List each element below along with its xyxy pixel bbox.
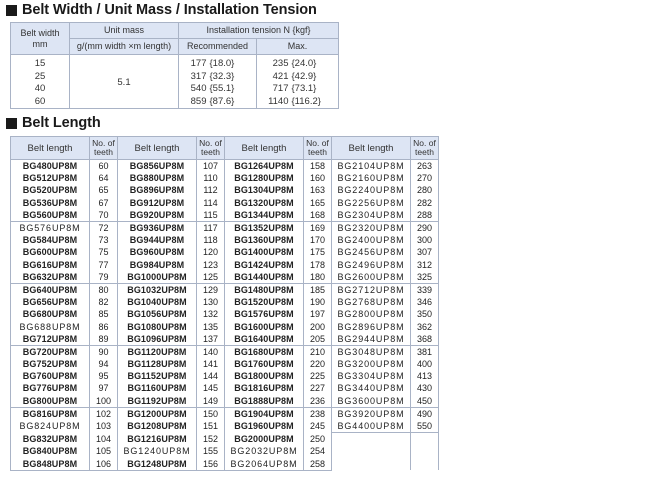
teeth-count-cell: 149	[197, 395, 225, 408]
teeth-count-cell: 94	[90, 358, 118, 370]
teeth-count-cell: 77	[90, 259, 118, 271]
belt-length-cell: BG2000UP8M	[225, 433, 304, 446]
teeth-count-cell: 381	[411, 345, 439, 358]
teeth-count-cell: 104	[90, 433, 118, 446]
square-bullet-icon	[6, 118, 17, 129]
teeth-count-cell: 140	[197, 345, 225, 358]
belt-length-cell: BG1200UP8M	[118, 407, 197, 420]
belt-length-cell: BG2256UP8M	[332, 197, 411, 209]
teeth-count-cell: 190	[304, 296, 332, 308]
belt-length-cell: BG1352UP8M	[225, 221, 304, 234]
belt-length-cell: BG688UP8M	[11, 320, 90, 332]
teeth-count-cell: 178	[304, 259, 332, 271]
max-kgf-cell: {42.9}	[291, 71, 339, 84]
header-no-of-teeth: No. of teeth	[304, 137, 332, 160]
teeth-count-cell	[411, 445, 439, 457]
belt-length-cell: BG1480UP8M	[225, 283, 304, 296]
teeth-count-cell: 197	[304, 308, 332, 320]
section-title-text: Belt Width / Unit Mass / Installation Tension	[22, 2, 317, 18]
teeth-count-cell: 125	[197, 271, 225, 284]
belt-length-cell: BG1816UP8M	[225, 382, 304, 394]
teeth-count-cell: 102	[90, 407, 118, 420]
teeth-count-cell: 362	[411, 320, 439, 332]
belt-length-cell: BG752UP8M	[11, 358, 90, 370]
table-row	[11, 234, 439, 246]
teeth-count-cell: 70	[90, 209, 118, 222]
teeth-count-cell: 150	[197, 407, 225, 420]
teeth-count-cell: 106	[90, 458, 118, 471]
section-title-belt-width	[6, 2, 317, 18]
belt-length-cell: BG1640UP8M	[225, 333, 304, 346]
belt-length-cell: BG536UP8M	[11, 197, 90, 209]
belt-length-cell: BG1304UP8M	[225, 184, 304, 196]
teeth-count-cell: 339	[411, 283, 439, 296]
section-title-text: Belt Length	[22, 115, 101, 131]
teeth-count-cell: 80	[90, 283, 118, 296]
teeth-count-cell: 151	[197, 420, 225, 433]
belt-width-table	[10, 22, 339, 109]
teeth-count-cell: 152	[197, 433, 225, 446]
teeth-count-cell: 105	[90, 445, 118, 457]
header-unit-mass-unit: g/(mm width ×m length)	[70, 39, 179, 55]
teeth-count-cell: 238	[304, 407, 332, 420]
teeth-count-cell: 163	[304, 184, 332, 196]
teeth-count-cell: 258	[304, 458, 332, 471]
header-no-of-teeth: No. of teeth	[90, 137, 118, 160]
belt-length-cell: BG1360UP8M	[225, 234, 304, 246]
teeth-count-cell: 120	[197, 246, 225, 258]
teeth-count-cell: 288	[411, 209, 439, 222]
belt-length-cell: BG632UP8M	[11, 271, 90, 284]
belt-length-cell: BG2104UP8M	[332, 160, 411, 173]
teeth-count-cell: 205	[304, 333, 332, 346]
belt-length-cell: BG1600UP8M	[225, 320, 304, 332]
belt-length-cell: BG1120UP8M	[118, 345, 197, 358]
teeth-count-cell: 170	[304, 234, 332, 246]
teeth-count-cell: 180	[304, 271, 332, 284]
header-no-of-teeth: No. of teeth	[197, 137, 225, 160]
header-recommended: Recommended	[179, 39, 257, 55]
teeth-count-cell: 79	[90, 271, 118, 284]
recommended-kgf-cell: {18.0}	[209, 55, 257, 71]
teeth-count-cell: 550	[411, 420, 439, 433]
belt-length-cell: BG2240UP8M	[332, 184, 411, 196]
table-row	[11, 296, 439, 308]
table-row	[11, 259, 439, 271]
table-row	[11, 283, 439, 296]
belt-length-cell: BG848UP8M	[11, 458, 90, 471]
table-row	[11, 420, 439, 433]
belt-length-cell: BG1400UP8M	[225, 246, 304, 258]
table-row	[11, 184, 439, 196]
belt-length-table	[10, 136, 439, 471]
teeth-count-cell: 350	[411, 308, 439, 320]
belt-width-cell: 40	[11, 83, 70, 96]
table-row	[11, 320, 439, 332]
belt-length-cell: BG2800UP8M	[332, 308, 411, 320]
table-row	[11, 445, 439, 457]
recommended-kgf-cell: {32.3}	[209, 71, 257, 84]
belt-length-cell: BG2320UP8M	[332, 221, 411, 234]
belt-length-cell	[332, 445, 411, 457]
belt-length-cell: BG824UP8M	[11, 420, 90, 433]
belt-length-cell: BG1128UP8M	[118, 358, 197, 370]
teeth-count-cell: 400	[411, 358, 439, 370]
belt-length-cell: BG720UP8M	[11, 345, 90, 358]
teeth-count-cell: 430	[411, 382, 439, 394]
belt-length-cell: BG4400UP8M	[332, 420, 411, 433]
belt-length-cell: BG984UP8M	[118, 259, 197, 271]
teeth-count-cell: 300	[411, 234, 439, 246]
header-max: Max.	[257, 39, 339, 55]
teeth-count-cell: 185	[304, 283, 332, 296]
belt-length-cell: BG960UP8M	[118, 246, 197, 258]
belt-length-cell: BG2160UP8M	[332, 172, 411, 184]
header-installation-tension: Installation tension N {kgf}	[179, 23, 339, 39]
recommended-n-cell: 859	[179, 96, 209, 109]
max-kgf-cell: {24.0}	[291, 55, 339, 71]
teeth-count-cell: 450	[411, 395, 439, 408]
belt-length-cell: BG2496UP8M	[332, 259, 411, 271]
table-row	[11, 271, 439, 284]
teeth-count-cell: 123	[197, 259, 225, 271]
teeth-count-cell: 168	[304, 209, 332, 222]
teeth-count-cell: 165	[304, 197, 332, 209]
teeth-count-cell: 60	[90, 160, 118, 173]
teeth-count-cell: 250	[304, 433, 332, 446]
header-belt-length: Belt length	[118, 137, 197, 160]
recommended-n-cell: 317	[190, 70, 207, 82]
header-unit-mass: Unit mass	[70, 23, 179, 39]
belt-length-cell: BG1032UP8M	[118, 283, 197, 296]
teeth-count-cell: 175	[304, 246, 332, 258]
belt-length-cell: BG1216UP8M	[118, 433, 197, 446]
belt-length-cell: BG1080UP8M	[118, 320, 197, 332]
belt-length-cell: BG776UP8M	[11, 382, 90, 394]
recommended-kgf-cell: {87.6}	[209, 96, 257, 109]
header-belt-length: Belt length	[11, 137, 90, 160]
table-row	[11, 209, 439, 222]
teeth-count-cell: 325	[411, 271, 439, 284]
belt-length-cell: BG920UP8M	[118, 209, 197, 222]
teeth-count-cell: 65	[90, 184, 118, 196]
belt-length-cell: BG2064UP8M	[225, 458, 304, 471]
section-title-belt-length	[6, 115, 101, 131]
teeth-count-cell: 160	[304, 172, 332, 184]
teeth-count-cell: 280	[411, 184, 439, 196]
belt-length-cell: BG512UP8M	[11, 172, 90, 184]
teeth-count-cell: 89	[90, 333, 118, 346]
teeth-count-cell: 95	[90, 370, 118, 382]
header-belt-length: Belt length	[332, 137, 411, 160]
belt-length-cell: BG2456UP8M	[332, 246, 411, 258]
teeth-count-cell: 290	[411, 221, 439, 234]
table-row	[11, 55, 339, 71]
recommended-n-cell: 540	[190, 83, 207, 95]
teeth-count-cell: 110	[197, 172, 225, 184]
belt-length-cell: BG712UP8M	[11, 333, 90, 346]
recommended-kgf-cell: {55.1}	[209, 83, 257, 96]
belt-length-cell: BG2032UP8M	[225, 445, 304, 457]
belt-length-cell: BG760UP8M	[11, 370, 90, 382]
table-row	[11, 221, 439, 234]
belt-length-cell: BG1280UP8M	[225, 172, 304, 184]
belt-length-cell: BG1096UP8M	[118, 333, 197, 346]
belt-length-cell: BG800UP8M	[11, 395, 90, 408]
belt-length-cell	[332, 433, 411, 446]
header-belt-length: Belt length	[225, 137, 304, 160]
belt-length-cell: BG3440UP8M	[332, 382, 411, 394]
belt-length-cell: BG1440UP8M	[225, 271, 304, 284]
belt-length-cell: BG840UP8M	[11, 445, 90, 457]
belt-length-cell: BG1320UP8M	[225, 197, 304, 209]
teeth-count-cell	[411, 433, 439, 446]
belt-length-cell: BG576UP8M	[11, 221, 90, 234]
teeth-count-cell: 225	[304, 370, 332, 382]
belt-length-cell: BG856UP8M	[118, 160, 197, 173]
teeth-count-cell: 82	[90, 296, 118, 308]
teeth-count-cell: 137	[197, 333, 225, 346]
teeth-count-cell: 169	[304, 221, 332, 234]
teeth-count-cell: 145	[197, 382, 225, 394]
teeth-count-cell: 64	[90, 172, 118, 184]
teeth-count-cell: 117	[197, 221, 225, 234]
teeth-count-cell: 155	[197, 445, 225, 457]
max-n-cell: 1140	[257, 96, 291, 109]
belt-length-cell: BG2712UP8M	[332, 283, 411, 296]
teeth-count-cell: 100	[90, 395, 118, 408]
teeth-count-cell: 236	[304, 395, 332, 408]
belt-length-cell: BG1160UP8M	[118, 382, 197, 394]
belt-length-cell: BG1520UP8M	[225, 296, 304, 308]
max-kgf-cell: {73.1}	[291, 83, 339, 96]
belt-length-cell: BG936UP8M	[118, 221, 197, 234]
teeth-count-cell: 67	[90, 197, 118, 209]
teeth-count-cell: 210	[304, 345, 332, 358]
teeth-count-cell: 227	[304, 382, 332, 394]
belt-length-cell: BG656UP8M	[11, 296, 90, 308]
recommended-n-cell: 177	[190, 58, 207, 70]
belt-length-cell: BG912UP8M	[118, 197, 197, 209]
teeth-count-cell: 132	[197, 308, 225, 320]
belt-length-cell: BG640UP8M	[11, 283, 90, 296]
teeth-count-cell: 158	[304, 160, 332, 173]
table-row	[11, 433, 439, 446]
teeth-count-cell: 312	[411, 259, 439, 271]
teeth-count-cell: 75	[90, 246, 118, 258]
belt-length-cell: BG1888UP8M	[225, 395, 304, 408]
belt-length-cell: BG3048UP8M	[332, 345, 411, 358]
square-bullet-icon	[6, 5, 17, 16]
belt-length-cell: BG2400UP8M	[332, 234, 411, 246]
table-row	[11, 308, 439, 320]
table-row	[11, 160, 439, 173]
teeth-count-cell: 156	[197, 458, 225, 471]
teeth-count-cell: 141	[197, 358, 225, 370]
belt-length-cell: BG880UP8M	[118, 172, 197, 184]
teeth-count-cell: 307	[411, 246, 439, 258]
teeth-count-cell: 86	[90, 320, 118, 332]
belt-length-cell: BG2944UP8M	[332, 333, 411, 346]
table-row	[11, 333, 439, 346]
teeth-count-cell: 115	[197, 209, 225, 222]
teeth-count-cell: 135	[197, 320, 225, 332]
belt-length-cell: BG832UP8M	[11, 433, 90, 446]
teeth-count-cell: 114	[197, 197, 225, 209]
belt-length-cell: BG2600UP8M	[332, 271, 411, 284]
belt-length-table-body	[11, 160, 439, 471]
table-row	[11, 458, 439, 471]
belt-length-cell: BG1000UP8M	[118, 271, 197, 284]
teeth-count-cell: 112	[197, 184, 225, 196]
belt-width-cell: 60	[11, 96, 70, 109]
teeth-count-cell: 103	[90, 420, 118, 433]
teeth-count-cell: 490	[411, 407, 439, 420]
max-n-cell: 421	[272, 70, 289, 82]
belt-length-cell: BG1760UP8M	[225, 358, 304, 370]
belt-length-cell: BG2768UP8M	[332, 296, 411, 308]
belt-length-cell: BG1424UP8M	[225, 259, 304, 271]
teeth-count-cell: 144	[197, 370, 225, 382]
teeth-count-cell: 220	[304, 358, 332, 370]
belt-length-cell: BG480UP8M	[11, 160, 90, 173]
teeth-count-cell: 282	[411, 197, 439, 209]
teeth-count-cell: 73	[90, 234, 118, 246]
teeth-count-cell: 118	[197, 234, 225, 246]
belt-length-cell: BG1904UP8M	[225, 407, 304, 420]
teeth-count-cell: 254	[304, 445, 332, 457]
table-row	[11, 197, 439, 209]
belt-length-cell: BG584UP8M	[11, 234, 90, 246]
belt-length-cell: BG1264UP8M	[225, 160, 304, 173]
max-kgf-cell: {116.2}	[291, 96, 339, 109]
teeth-count-cell: 72	[90, 221, 118, 234]
table-row	[11, 395, 439, 408]
belt-length-cell: BG3304UP8M	[332, 370, 411, 382]
belt-length-cell: BG1152UP8M	[118, 370, 197, 382]
teeth-count-cell: 129	[197, 283, 225, 296]
teeth-count-cell: 368	[411, 333, 439, 346]
table-row	[11, 407, 439, 420]
belt-length-cell: BG1208UP8M	[118, 420, 197, 433]
belt-length-cell: BG1248UP8M	[118, 458, 197, 471]
belt-length-cell: BG1240UP8M	[118, 445, 197, 457]
teeth-count-cell: 85	[90, 308, 118, 320]
belt-length-cell: BG2304UP8M	[332, 209, 411, 222]
belt-length-cell: BG1960UP8M	[225, 420, 304, 433]
table-row	[11, 172, 439, 184]
teeth-count-cell: 270	[411, 172, 439, 184]
teeth-count-cell: 200	[304, 320, 332, 332]
belt-length-cell: BG1344UP8M	[225, 209, 304, 222]
table-row	[11, 382, 439, 394]
table-row	[11, 345, 439, 358]
belt-length-cell: BG680UP8M	[11, 308, 90, 320]
belt-length-cell: BG944UP8M	[118, 234, 197, 246]
belt-length-cell: BG3920UP8M	[332, 407, 411, 420]
belt-length-cell: BG1040UP8M	[118, 296, 197, 308]
belt-length-cell: BG616UP8M	[11, 259, 90, 271]
teeth-count-cell: 413	[411, 370, 439, 382]
belt-length-cell: BG520UP8M	[11, 184, 90, 196]
belt-length-cell: BG1056UP8M	[118, 308, 197, 320]
max-n-cell: 717	[272, 83, 289, 95]
teeth-count-cell: 130	[197, 296, 225, 308]
belt-length-cell: BG3600UP8M	[332, 395, 411, 408]
belt-width-cell: 25	[11, 71, 70, 84]
table-row	[11, 246, 439, 258]
header-belt-width: Belt width mm	[11, 23, 70, 55]
teeth-count-cell: 97	[90, 382, 118, 394]
belt-length-cell: BG816UP8M	[11, 407, 90, 420]
belt-length-cell: BG2896UP8M	[332, 320, 411, 332]
belt-length-cell: BG1576UP8M	[225, 308, 304, 320]
teeth-count-cell: 346	[411, 296, 439, 308]
table-row	[11, 370, 439, 382]
belt-length-cell: BG600UP8M	[11, 246, 90, 258]
belt-length-cell: BG896UP8M	[118, 184, 197, 196]
belt-length-cell: BG3200UP8M	[332, 358, 411, 370]
table-row	[11, 358, 439, 370]
unit-mass-cell: 5.1	[70, 55, 179, 109]
belt-length-cell: BG560UP8M	[11, 209, 90, 222]
belt-length-cell: BG1800UP8M	[225, 370, 304, 382]
belt-length-cell: BG1680UP8M	[225, 345, 304, 358]
teeth-count-cell: 263	[411, 160, 439, 173]
header-no-of-teeth: No. of teeth	[411, 137, 439, 160]
teeth-count-cell: 90	[90, 345, 118, 358]
belt-length-cell: BG1192UP8M	[118, 395, 197, 408]
belt-length-cell	[332, 458, 411, 471]
max-n-cell: 235	[272, 58, 289, 70]
teeth-count-cell: 245	[304, 420, 332, 433]
teeth-count-cell	[411, 458, 439, 471]
teeth-count-cell: 107	[197, 160, 225, 173]
belt-width-cell: 15	[11, 55, 70, 71]
